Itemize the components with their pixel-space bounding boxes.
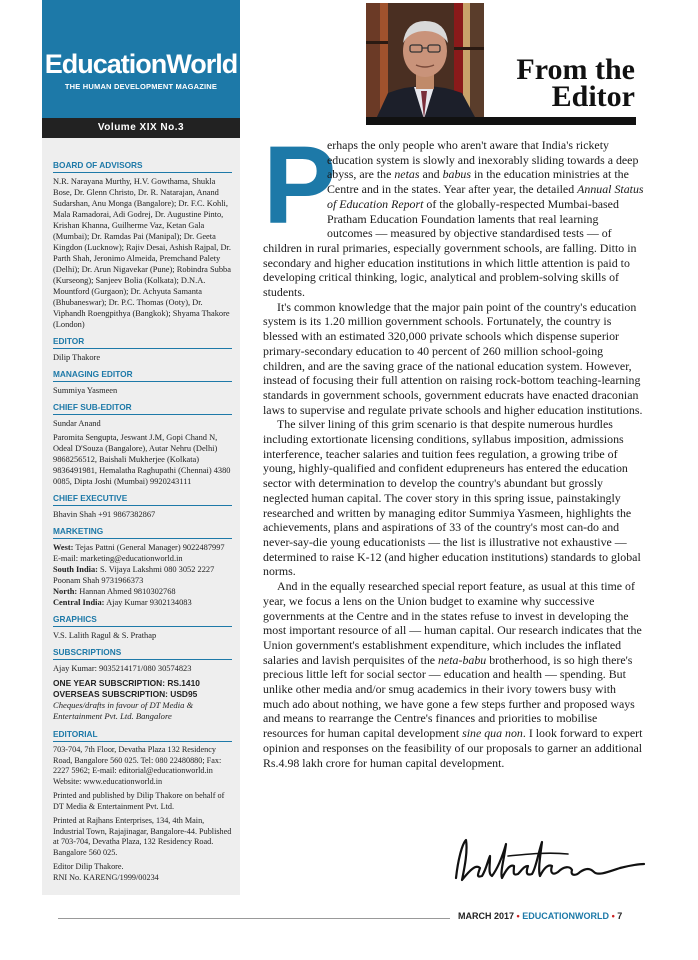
page-title: From the Editor — [516, 53, 635, 113]
subscriptions-credit — [53, 647, 232, 722]
section-title: BOARD OF ADVISORS — [53, 160, 143, 170]
chief-sub-editor-credit — [53, 402, 232, 487]
section-divider — [53, 414, 232, 415]
section-divider — [53, 348, 232, 349]
issue-date: MARCH 2017 — [458, 911, 515, 921]
editorial-address: 703-704, 7th Floor, Devatha Plaza 132 Residency Road, Bangalore 560 025. Tel: 080 22480880; Fax: 2227 5962; E-mail: editorial@educationworld.in Website: www.educationworld.in — [53, 745, 222, 786]
editorial-article — [263, 124, 645, 770]
section-title: SUBSCRIPTIONS — [53, 647, 122, 657]
footer-divider — [58, 918, 450, 919]
editor-signature — [448, 830, 648, 892]
section-title: EDITORIAL — [53, 729, 98, 739]
section-divider — [53, 659, 232, 660]
header-divider — [366, 117, 636, 125]
masthead-sidebar — [42, 0, 240, 895]
marketing-email: E-mail: marketing@educationworld.in — [53, 554, 183, 563]
marketing-central: Central India: Ajay Kumar 9302134083 — [53, 598, 192, 607]
section-text: V.S. Lalith Ragul & S. Prathap — [53, 631, 157, 640]
printed-by: Printed and published by Dilip Thakore on behalf of DT Media & Entertainment Pvt. Ltd. — [53, 791, 225, 811]
paragraph-2: It's common knowledge that the major pain point of the country's education system is its 1.20 million government schools. Fortunately, the country is blessed with an estimated 320,000 private schools which dispense superior primary-secondary education to 40 percent of 260 million school-going children, and are the saving grace of the national education system. However, instead of focusing their full attention on raising rock-bottom teaching-learning standards in government schools, government educrats have enacted draconian laws to supervise and regulate private schools and higher education institutions. — [263, 299, 643, 417]
editorial-credit — [53, 729, 232, 883]
footer-brand: EDUCATIONWORLD — [522, 911, 610, 921]
section-divider — [53, 741, 232, 742]
section-title: CHIEF EXECUTIVE — [53, 493, 128, 503]
section-text: Sundar Anand — [53, 419, 101, 428]
board-of-advisors — [53, 160, 232, 330]
printed-at: Printed at Rajhans Enterprises, 134, 4th Main, Industrial Town, Rajajinagar, Bangalore-44. Published at 703-704, Devatha Plaza, 132 Residency Road. Bangalore 560 025. — [53, 816, 232, 857]
page-number: 7 — [617, 911, 623, 921]
chief-executive-credit — [53, 493, 232, 520]
overseas-subscription: OVERSEAS SUBSCRIPTION: USD95 — [53, 689, 198, 699]
marketing-south: South India: S. Vijaya Lakshmi 080 3052 2227 — [53, 565, 215, 574]
one-year-subscription: ONE YEAR SUBSCRIPTION: RS.1410 — [53, 678, 200, 688]
graphics-credit — [53, 614, 232, 641]
editor-line: Editor Dilip Thakore. RNI No. KARENG/1999/00234 — [53, 862, 159, 882]
managing-editor-credit — [53, 369, 232, 396]
marketing-south-2: Poonam Shah 9731966373 — [53, 576, 144, 585]
marketing-north: North: Hannan Ahmed 9810302768 — [53, 587, 176, 596]
section-divider — [53, 172, 232, 173]
page-footer — [458, 911, 622, 921]
magazine-tagline: THE HUMAN DEVELOPMENT MAGAZINE — [64, 82, 218, 91]
section-text: Summiya Yasmeen — [53, 386, 118, 395]
paragraph-3: The silver lining of this grim scenario is that despite numerous hurdles including extortionate licensing conditions, syllabus imposition, admissions interference, teacher salaries and tuition fees regulation, a growing tribe of young, highly-qualified and confident edupreneurs has entered the education sector with determination to develop the country's abundant but grossly neglected human capital. The cover story in this spring issue, painstakingly researched and written by managing editor Summiya Yasmeen, highlights the achievements, plans and aspirations of 33 of the country's most can-do and never-say-die young educationists — the list is illustrative not exhaustive — determined to raise K-12 (and higher education institutions) standards to global norms. — [263, 417, 641, 579]
section-text: Ajay Kumar: 9035214171/080 30574823 — [53, 664, 192, 673]
section-text: Bhavin Shah +91 9867382867 — [53, 510, 156, 519]
cheque-note: Cheques/drafts in favour of DT Media & Entertainment Pvt. Ltd. Bangalore — [53, 700, 194, 721]
section-title: EDITOR — [53, 336, 85, 346]
magazine-logo: EducationWorld — [44, 49, 238, 79]
section-text: N.R. Narayana Murthy, H.V. Gowthama, Shukla Bose, Dr. Glenn Christo, Dr. R. Natarajan, Anand Sudarshan, Anu Monga (Bangalore); Dr. F.C. Kohli, Mala Ramadorai, Adi Godrej, Dr. Augustine Pinto, Krishan Khanna, Guilherme Vaz, Ketan Gala (Mumbai); Dr. Ramdas Pai (Manipal); Dr. Geeta Kingdon (Lucknow); Rajiv Desai, Ashish Rajpal, Dr. Parth Shah, Jeronimo Almeida, Premchand Palety (Delhi); Dr. Arun Nigavekar (Pune); Robindra Subba (Kurseong); Sanjeev Bolia (Kolkata); D.N.A. Mountford (Gurgaon); Dr. Achyuta Samanta (Bhubaneswar); Dr. P.C. Thomas (Ooty), Dr. Viphandh Roengpithya (Bangkok); Shyama Thakore (London) — [53, 177, 231, 329]
section-title: GRAPHICS — [53, 614, 97, 624]
footer-separator: • — [516, 911, 520, 921]
footer-separator: • — [611, 911, 615, 921]
editor-photo — [366, 3, 484, 119]
paragraph-4: And in the equally researched special report feature, as usual at this time of year, we focus a lens on the Union budget to examine why successive governments at the Centre and in the states refuse to invest in developing the most important resource of all — human capital. Our research indicates that the Union government's establishment expenditure, which includes the inflated salaries and lavish perquisites of the neta-babu brotherhood, is so high there's precious little left for social sector — education and health — spending. But unlike other media and/or smug academics in their ivory towers busy with much ado about nothing, we have gone a few steps further and proposed ways and means to rearrange the Centre's finances and priorities to mobilise resources for human capital development sine qua non. I look forward to expert opinion and responses on the feasibility of our proposals to garner an additional Rs.4.98 lakh crore for human capital development. — [263, 579, 643, 770]
section-title: MANAGING EDITOR — [53, 369, 133, 379]
drop-cap: P — [263, 124, 337, 247]
section-divider — [53, 505, 232, 506]
marketing-credit — [53, 526, 232, 608]
staff-credits — [42, 138, 240, 883]
section-text: Paromita Sengupta, Jeswant J.M, Gopi Chand N, Odeal D'Souza (Bangalore), Autar Nehru (Delhi) 9868256512, Baishali Mukherjee (Kolkata) 9836491981, Hemalatha Raghupathi (Chennai) 4380 0085, Dipta Joshi (Mumbai) 9920243111 — [53, 433, 231, 486]
section-text: Dilip Thakore — [53, 353, 101, 362]
volume-number: Volume XIX No.3 — [42, 118, 240, 138]
section-title: MARKETING — [53, 526, 104, 536]
editor-credit — [53, 336, 232, 363]
paragraph-1: erhaps the only people who aren't aware that India's rickety education system is slowly and inexorably sliding towards a deep abyss, are the netas and babus in the education ministries at the Centre and in the states. Year after year, the detailed Annual Status of Education Report of the globally-respected Mumbai-based Pratham Education Foundation laments that real learning outcomes — measured by objective standardised tests — of children in rural primaries, especially government schools, are falling. Ditto in secondary and higher education institutions in which little attention is paid to developing critical thinking, logic, analytical and problem-solving skills of students. — [263, 138, 644, 300]
section-title: CHIEF SUB-EDITOR — [53, 402, 132, 412]
section-divider — [53, 626, 232, 627]
section-divider — [53, 538, 232, 539]
marketing-west: West: Tejas Pattni (General Manager) 9022487997 — [53, 543, 225, 552]
masthead-banner — [42, 0, 240, 118]
section-divider — [53, 381, 232, 382]
